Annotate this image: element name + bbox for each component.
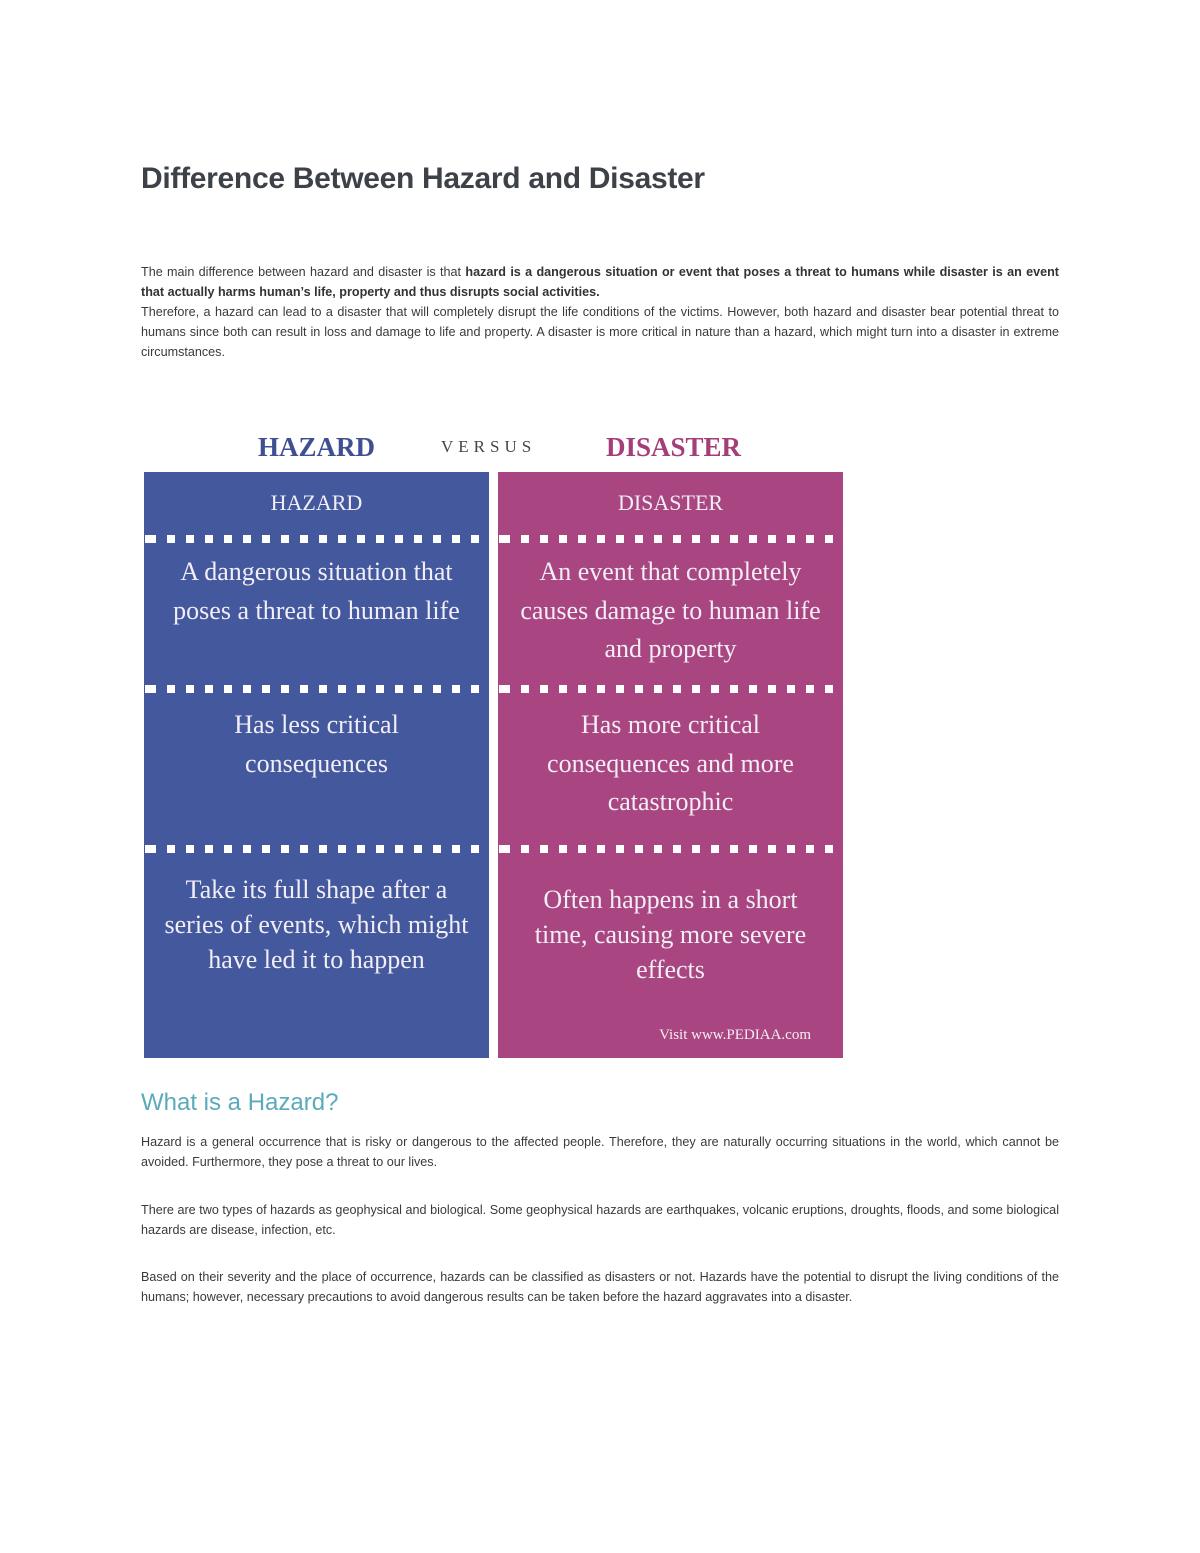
hazard-row-2: Has less critical consequences: [234, 710, 399, 778]
disaster-row-1: An event that completely causes damage to human life and property: [520, 557, 821, 663]
divider: [498, 845, 843, 853]
section-heading: What is a Hazard?: [141, 1089, 339, 1116]
source-credit: Visit www.PEDIAA.com: [659, 1027, 811, 1043]
disaster-row-3: Often happens in a short time, causing more severe effects: [534, 885, 807, 984]
hazard-column: [144, 472, 489, 1058]
infographic-hazard-title: HAZARD: [258, 432, 376, 462]
hazard-header: HAZARD: [270, 490, 363, 515]
disaster-column: [498, 472, 843, 1058]
intro-text-2: Therefore, a hazard can lead to a disaster that will completely disrupt the life conditions of the victims. However, both hazard and disaster bear potential threat to humans since both can result in loss and damage to life and property. A disaster is more critical in nature than a hazard, which might turn into a disaster in extreme circumstances.: [141, 305, 1059, 359]
intro-definition: hazard is a dangerous situation or event that poses a threat to humans while disaster is an event that actually harms human’s life, property and thus disrupts social activities.: [141, 265, 1059, 299]
divider: [498, 685, 843, 693]
divider: [144, 845, 489, 853]
infographic-versus: VERSUS: [441, 437, 537, 456]
section-paragraph: Hazard is a general occurrence that is risky or dangerous to the affected people. Therefore, they are naturally occurring situations in the world, which cannot be avoided. Furthermore, they pose a threat to our lives.: [141, 1135, 1059, 1169]
disaster-header: DISASTER: [617, 490, 724, 515]
page-title: Difference Between Hazard and Disaster: [141, 162, 705, 195]
divider: [498, 535, 843, 543]
divider: [144, 685, 489, 693]
comparison-infographic: [144, 420, 843, 1058]
infographic-disaster-title: DISASTER: [606, 432, 742, 462]
divider: [144, 535, 489, 543]
hazard-row-3: Take its full shape after a series of events, which might have led it to happen: [164, 875, 469, 974]
intro-paragraph: [141, 262, 1059, 362]
hazard-row-1: A dangerous situation that poses a threat to human life: [173, 557, 460, 625]
disaster-row-2: Has more critical consequences and more catastrophic: [547, 710, 794, 816]
section-paragraph: There are two types of hazards as geophysical and biological. Some geophysical hazards are earthquakes, volcanic eruptions, droughts, floods, and some biological hazards are disease, infection, etc.: [141, 1203, 1059, 1237]
intro-text: The main difference between hazard and disaster is that: [141, 265, 466, 279]
section-paragraph: Based on their severity and the place of occurrence, hazards can be classified as disasters or not. Hazards have the potential to disrupt the living conditions of the humans; however, necessary precautions to avoid dangerous results can be taken before the hazard aggravates into a disaster.: [141, 1270, 1059, 1304]
